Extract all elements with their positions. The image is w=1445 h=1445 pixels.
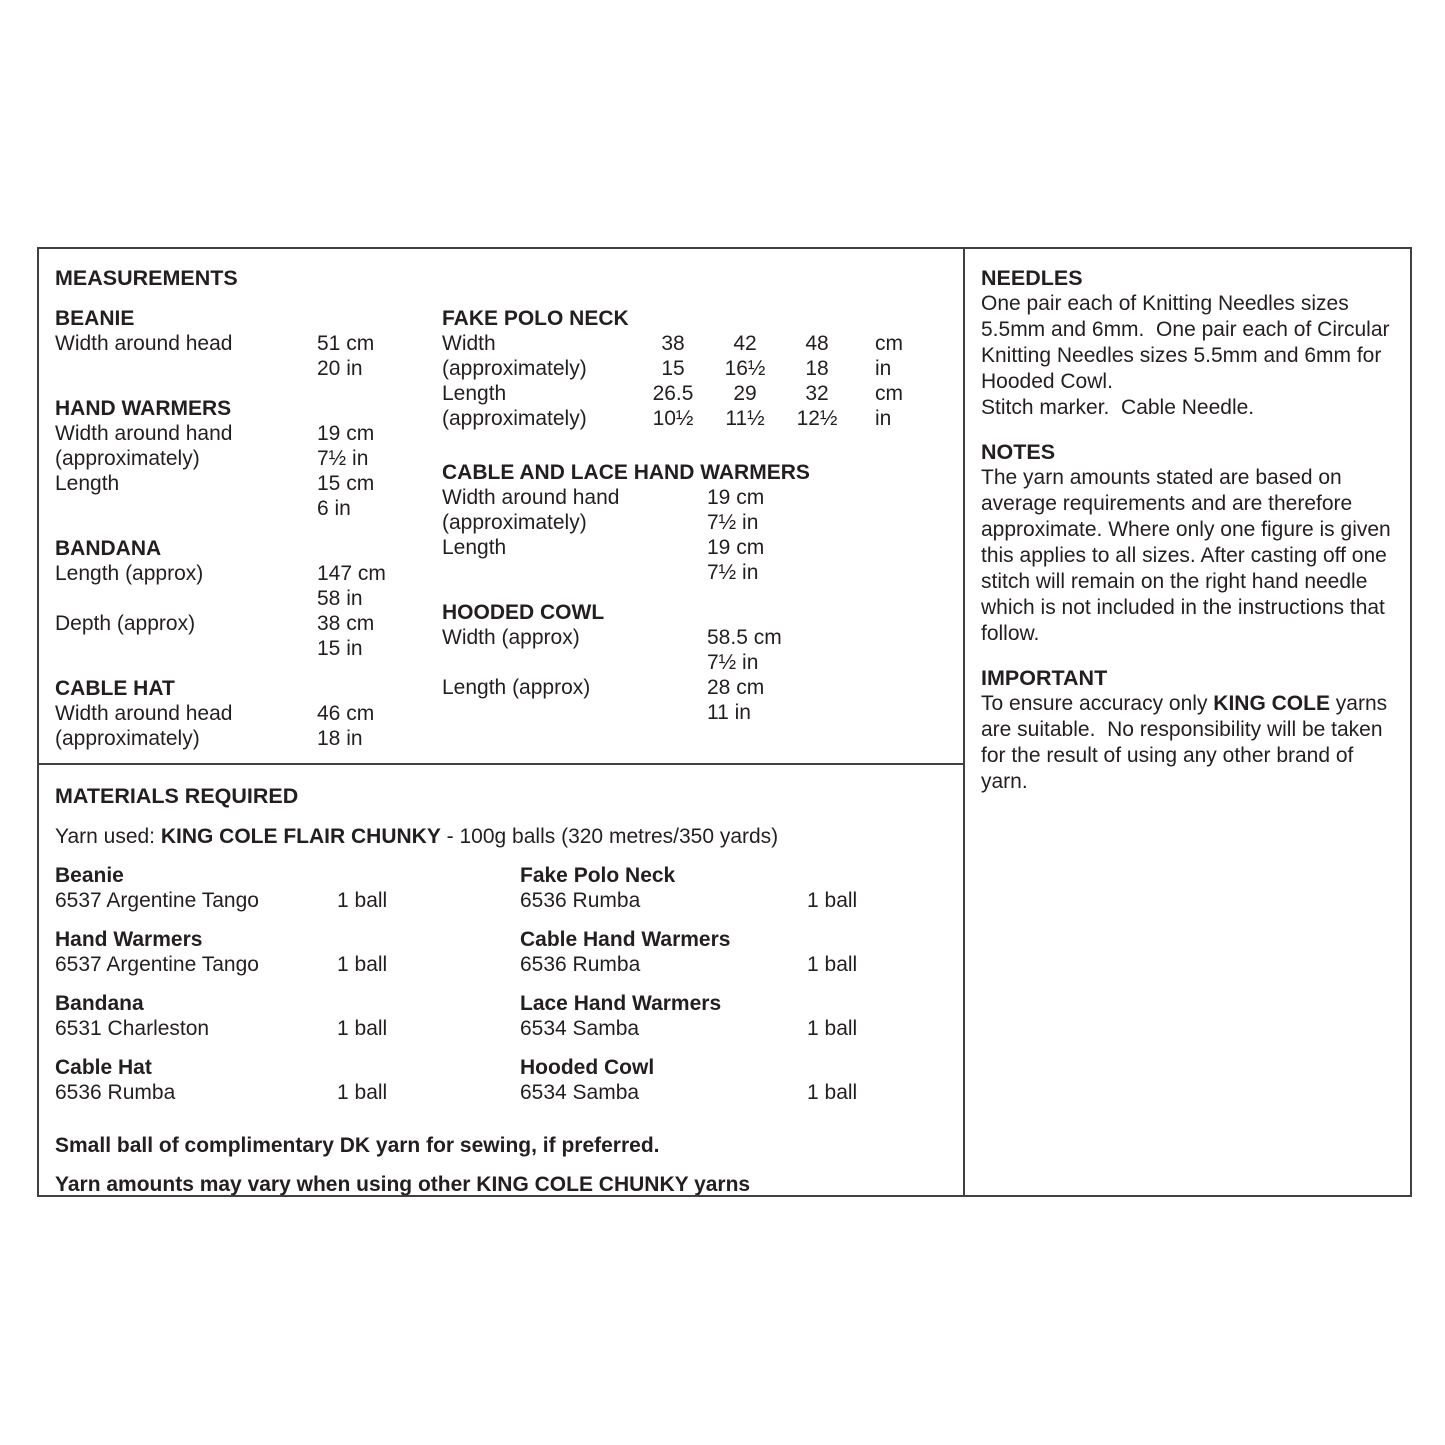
measure-row (55, 471, 442, 496)
measure-block-cable-lace-hand-warmers (442, 460, 945, 585)
measure-block-cable-hat (55, 676, 442, 751)
important-text (981, 691, 1392, 795)
materials-item-name: Hand Warmers (55, 928, 203, 951)
materials-note-sewing: Small ball of complimentary DK yarn for sewing, if preferred. (55, 1134, 660, 1157)
materials-shade: 6534 Samba (520, 1081, 640, 1104)
materials-item-line (520, 888, 945, 913)
measure-value: 11 in (707, 701, 751, 724)
materials-shade: 6536 Rumba (55, 1081, 176, 1104)
measure-value: 19 cm (707, 486, 765, 509)
materials-shade: 6534 Samba (520, 1017, 640, 1040)
measure-value: 51 cm (317, 332, 375, 355)
materials-item-name: Fake Polo Neck (520, 864, 676, 887)
materials-item (520, 863, 945, 913)
block-title: CABLE AND LACE HAND WARMERS (442, 461, 810, 484)
size-value: 38 (661, 332, 685, 355)
measure-row (55, 496, 442, 521)
materials-column-left (55, 863, 520, 1119)
important-text-pre: To ensure accuracy only (981, 692, 1214, 715)
materials-shade: 6536 Rumba (520, 889, 641, 912)
measure-label (442, 700, 707, 725)
size-table-row (442, 331, 945, 356)
measure-label: (approximately) (442, 511, 587, 534)
materials-column-right (520, 863, 945, 1119)
materials-item-name: Cable Hat (55, 1056, 152, 1079)
measure-block-hooded-cowl (442, 600, 945, 725)
materials-shade: 6531 Charleston (55, 1017, 210, 1040)
measurements-column-left (55, 306, 442, 751)
measure-label: Length (approx) (442, 676, 591, 699)
size-table-row (442, 381, 945, 406)
measure-row (442, 535, 945, 560)
size-value: 10½ (652, 407, 694, 430)
measure-row (55, 331, 442, 356)
materials-quantity: 1 ball (337, 953, 388, 976)
measure-row (55, 701, 442, 726)
measure-row (55, 586, 442, 611)
measure-row (55, 446, 442, 471)
materials-item (520, 927, 945, 977)
size-value: 15 (661, 357, 685, 380)
brand-name: KING COLE (1213, 692, 1330, 715)
important-section (981, 665, 1392, 795)
measure-row (55, 611, 442, 636)
measure-label: Length (approx) (55, 562, 204, 585)
block-title: CABLE HAT (55, 677, 175, 700)
materials-quantity: 1 ball (807, 1081, 858, 1104)
important-text-post: yarns are suitable. No responsibility will be taken for the result of using any other brand of yarn. (981, 692, 1393, 793)
measure-value: 7½ in (707, 511, 759, 534)
materials-item-name: Lace Hand Warmers (520, 992, 722, 1015)
measure-block-hand-warmers (55, 396, 442, 521)
materials-item-name: Bandana (55, 992, 144, 1015)
materials-quantity: 1 ball (337, 1017, 388, 1040)
measure-label: Width around head (55, 332, 233, 355)
notes-title: NOTES (981, 440, 1056, 464)
size-unit: in (875, 407, 892, 430)
materials-item (55, 863, 520, 913)
size-unit: cm (875, 382, 903, 405)
pattern-info-box (37, 247, 1412, 1197)
measure-value: 18 in (317, 727, 363, 750)
measure-value: 28 cm (707, 676, 765, 699)
measure-label: Width (approx) (442, 626, 580, 649)
measure-row (55, 561, 442, 586)
materials-shade: 6536 Rumba (520, 953, 641, 976)
measure-label (55, 496, 317, 521)
materials-title: MATERIALS REQUIRED (55, 784, 299, 808)
materials-item-line (55, 1080, 520, 1105)
measure-value: 6 in (317, 497, 351, 520)
measure-label: Width around hand (442, 486, 620, 509)
yarn-used-label: Yarn used: (55, 825, 161, 848)
materials-note-vary: Yarn amounts may vary when using other KING COLE CHUNKY yarns (55, 1173, 751, 1195)
needles-title: NEEDLES (981, 266, 1083, 290)
materials-item-name: Cable Hand Warmers (520, 928, 731, 951)
materials-quantity: 1 ball (337, 889, 388, 912)
measure-row (442, 675, 945, 700)
materials-item-line (55, 952, 520, 977)
materials-item-name: Hooded Cowl (520, 1056, 655, 1079)
size-table-row (442, 356, 945, 381)
size-unit: cm (875, 332, 903, 355)
block-title: BANDANA (55, 537, 162, 560)
measure-row (442, 650, 945, 675)
measure-label (55, 356, 317, 381)
measure-value: 15 cm (317, 472, 375, 495)
measurements-panel (39, 249, 963, 765)
measure-label: (approximately) (442, 357, 587, 380)
notes-section (981, 439, 1397, 647)
materials-columns (55, 863, 945, 1119)
measure-label (442, 560, 707, 585)
materials-item (520, 991, 945, 1041)
measure-value: 7½ in (317, 447, 369, 470)
size-table-row (442, 406, 945, 431)
size-value: 26.5 (652, 382, 694, 405)
measure-value: 46 cm (317, 702, 375, 725)
materials-quantity: 1 ball (807, 953, 858, 976)
block-title: HAND WARMERS (55, 397, 232, 420)
needles-extras-text: Stitch marker. Cable Needle. (981, 396, 1255, 419)
measure-label: Width (442, 332, 496, 355)
measure-label: Width around head (55, 702, 233, 725)
size-value: 12½ (796, 407, 838, 430)
measure-label: Width around hand (55, 422, 233, 445)
measure-value: 58 in (317, 587, 363, 610)
yarn-details: - 100g balls (320 metres/350 yards) (440, 825, 779, 848)
measure-value: 147 cm (317, 562, 386, 585)
measure-row (442, 510, 945, 535)
materials-quantity: 1 ball (807, 1017, 858, 1040)
measure-value: 7½ in (707, 651, 759, 674)
measure-label: Depth (approx) (55, 612, 196, 635)
materials-item-line (55, 888, 520, 913)
measure-row (55, 356, 442, 381)
measurements-columns (55, 306, 945, 751)
materials-item (520, 1055, 945, 1105)
yarn-name: KING COLE FLAIR CHUNKY (160, 825, 441, 848)
measure-block-fake-polo-neck (442, 306, 945, 431)
size-value: 48 (805, 332, 829, 355)
size-unit: in (875, 357, 892, 380)
measure-label: Length (442, 382, 507, 405)
measure-row (55, 636, 442, 661)
measure-row (442, 700, 945, 725)
measure-label (55, 636, 317, 661)
measurements-column-right (442, 306, 945, 751)
measure-value: 7½ in (707, 561, 759, 584)
block-title: FAKE POLO NECK (442, 307, 629, 330)
size-value: 16½ (724, 357, 766, 380)
measure-row (55, 421, 442, 446)
needles-text: One pair each of Knitting Needles sizes 5.5mm and 6mm. One pair each of Circular Knitting Needles sizes 5.5mm and 6mm for Hooded Cowl. (981, 292, 1396, 393)
size-value: 29 (733, 382, 757, 405)
size-value: 18 (805, 357, 829, 380)
materials-item-line (520, 1080, 945, 1105)
materials-item (55, 1055, 520, 1105)
yarn-used-line (55, 824, 945, 849)
measure-value: 38 cm (317, 612, 375, 635)
measure-label: (approximately) (442, 407, 587, 430)
materials-shade: 6537 Argentine Tango (55, 953, 259, 976)
measure-label: (approximately) (55, 727, 200, 750)
left-column (39, 249, 965, 1195)
materials-quantity: 1 ball (807, 889, 858, 912)
measure-value: 20 in (317, 357, 363, 380)
materials-shade: 6537 Argentine Tango (55, 889, 259, 912)
measure-row (442, 560, 945, 585)
size-value: 42 (733, 332, 757, 355)
right-column (965, 249, 1410, 1195)
size-value: 11½ (725, 407, 765, 430)
measure-row (55, 726, 442, 751)
needles-section (981, 265, 1396, 421)
block-title: BEANIE (55, 307, 135, 330)
materials-panel (39, 765, 963, 1195)
measure-value: 58.5 cm (707, 626, 782, 649)
materials-item-name: Beanie (55, 864, 124, 887)
materials-item (55, 927, 520, 977)
block-title: HOODED COWL (442, 601, 605, 624)
materials-item-line (520, 952, 945, 977)
measure-label: Length (442, 536, 507, 559)
measure-row (442, 625, 945, 650)
measure-value: 19 cm (317, 422, 375, 445)
important-title: IMPORTANT (981, 666, 1108, 690)
measure-block-bandana (55, 536, 442, 661)
measure-row (442, 485, 945, 510)
size-value: 32 (805, 382, 829, 405)
measure-value: 19 cm (707, 536, 765, 559)
measurements-title: MEASUREMENTS (55, 266, 238, 290)
measure-value: 15 in (317, 637, 363, 660)
materials-item-line (520, 1016, 945, 1041)
materials-quantity: 1 ball (337, 1081, 388, 1104)
notes-text: The yarn amounts stated are based on average requirements and are therefore approximate. Where only one figure is given this applies to all sizes. After casting off one stitch will remain on the right hand needle which is not included in the instructions that follow. (981, 466, 1397, 645)
materials-item (55, 991, 520, 1041)
materials-item-line (55, 1016, 520, 1041)
measure-label (55, 586, 317, 611)
measure-label: Length (55, 472, 120, 495)
measure-label (442, 650, 707, 675)
measure-block-beanie (55, 306, 442, 381)
measure-label: (approximately) (55, 447, 200, 470)
